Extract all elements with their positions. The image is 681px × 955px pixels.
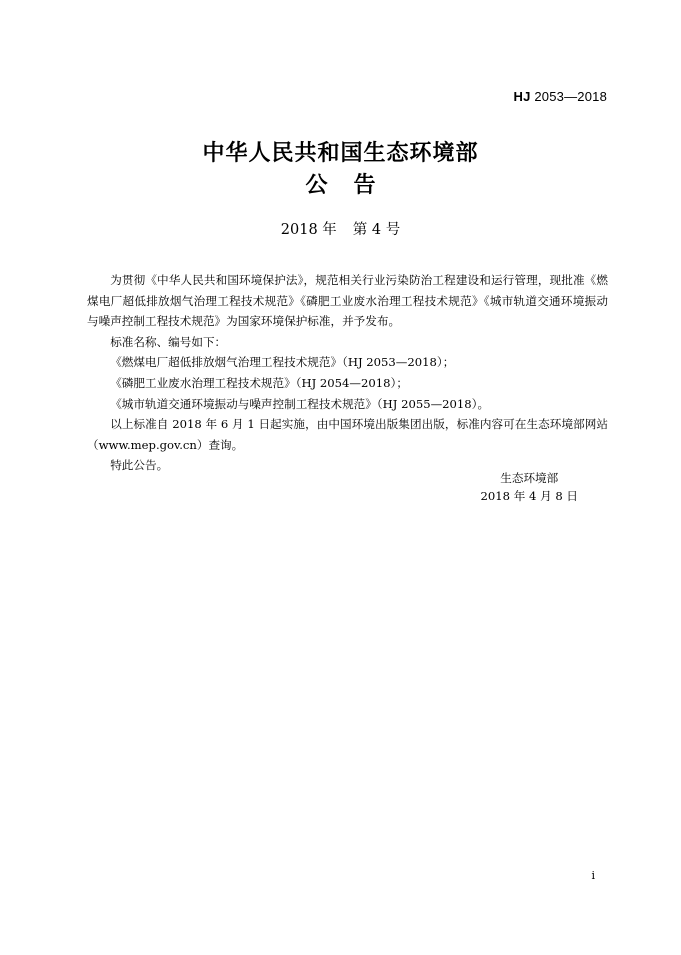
standard-number: 2053—2018	[530, 89, 607, 104]
ministry-title: 中华人民共和国生态环境部	[202, 141, 479, 166]
announcement-title	[0, 168, 681, 199]
page-number: i	[591, 869, 595, 882]
issue-year: 2018 年	[280, 222, 337, 238]
body-closing: 特此公告。	[110, 458, 169, 473]
body-paragraph-intro: 为贯彻《中华人民共和国环境保护法》，规范相关行业污染防治工程建设和运行管理，现批准《燃煤电厂超低排放烟气治理工程技术规范》《磷肥工业废水治理工程技术规范》《城市轨道交通环境振动与噪声控制工程技术规范》为国家环境保护标准，并予发布。	[87, 273, 608, 329]
issue-number-line	[0, 218, 681, 239]
issue-number: 第 4 号	[352, 222, 401, 238]
signature-block	[481, 470, 578, 505]
body-paragraph-implementation: 以上标准自 2018 年 6 月 1 日起实施，由中国环境出版集团出版，标准内容可在生态环境部网站（www.mep.gov.cn）查询。	[87, 417, 608, 452]
signature-date: 2018 年 4 月 8 日	[480, 488, 578, 503]
announcement-title-left: 公	[305, 173, 328, 198]
signature-organization: 生态环境部	[500, 471, 559, 485]
standard-item-3: 《城市轨道交通环境振动与噪声控制工程技术规范》（HJ 2055—2018）。	[110, 396, 490, 411]
announcement-title-right: 告	[353, 173, 376, 198]
standard-prefix: HJ	[513, 89, 531, 104]
standard-code	[514, 89, 607, 104]
announcement-body	[87, 270, 608, 476]
body-paragraph-list-heading: 标准名称、编号如下：	[110, 334, 227, 349]
standard-item-2: 《磷肥工业废水治理工程技术规范》（HJ 2054—2018）；	[110, 375, 408, 390]
standard-item-1: 《燃煤电厂超低排放烟气治理工程技术规范》（HJ 2053—2018）；	[110, 355, 455, 370]
